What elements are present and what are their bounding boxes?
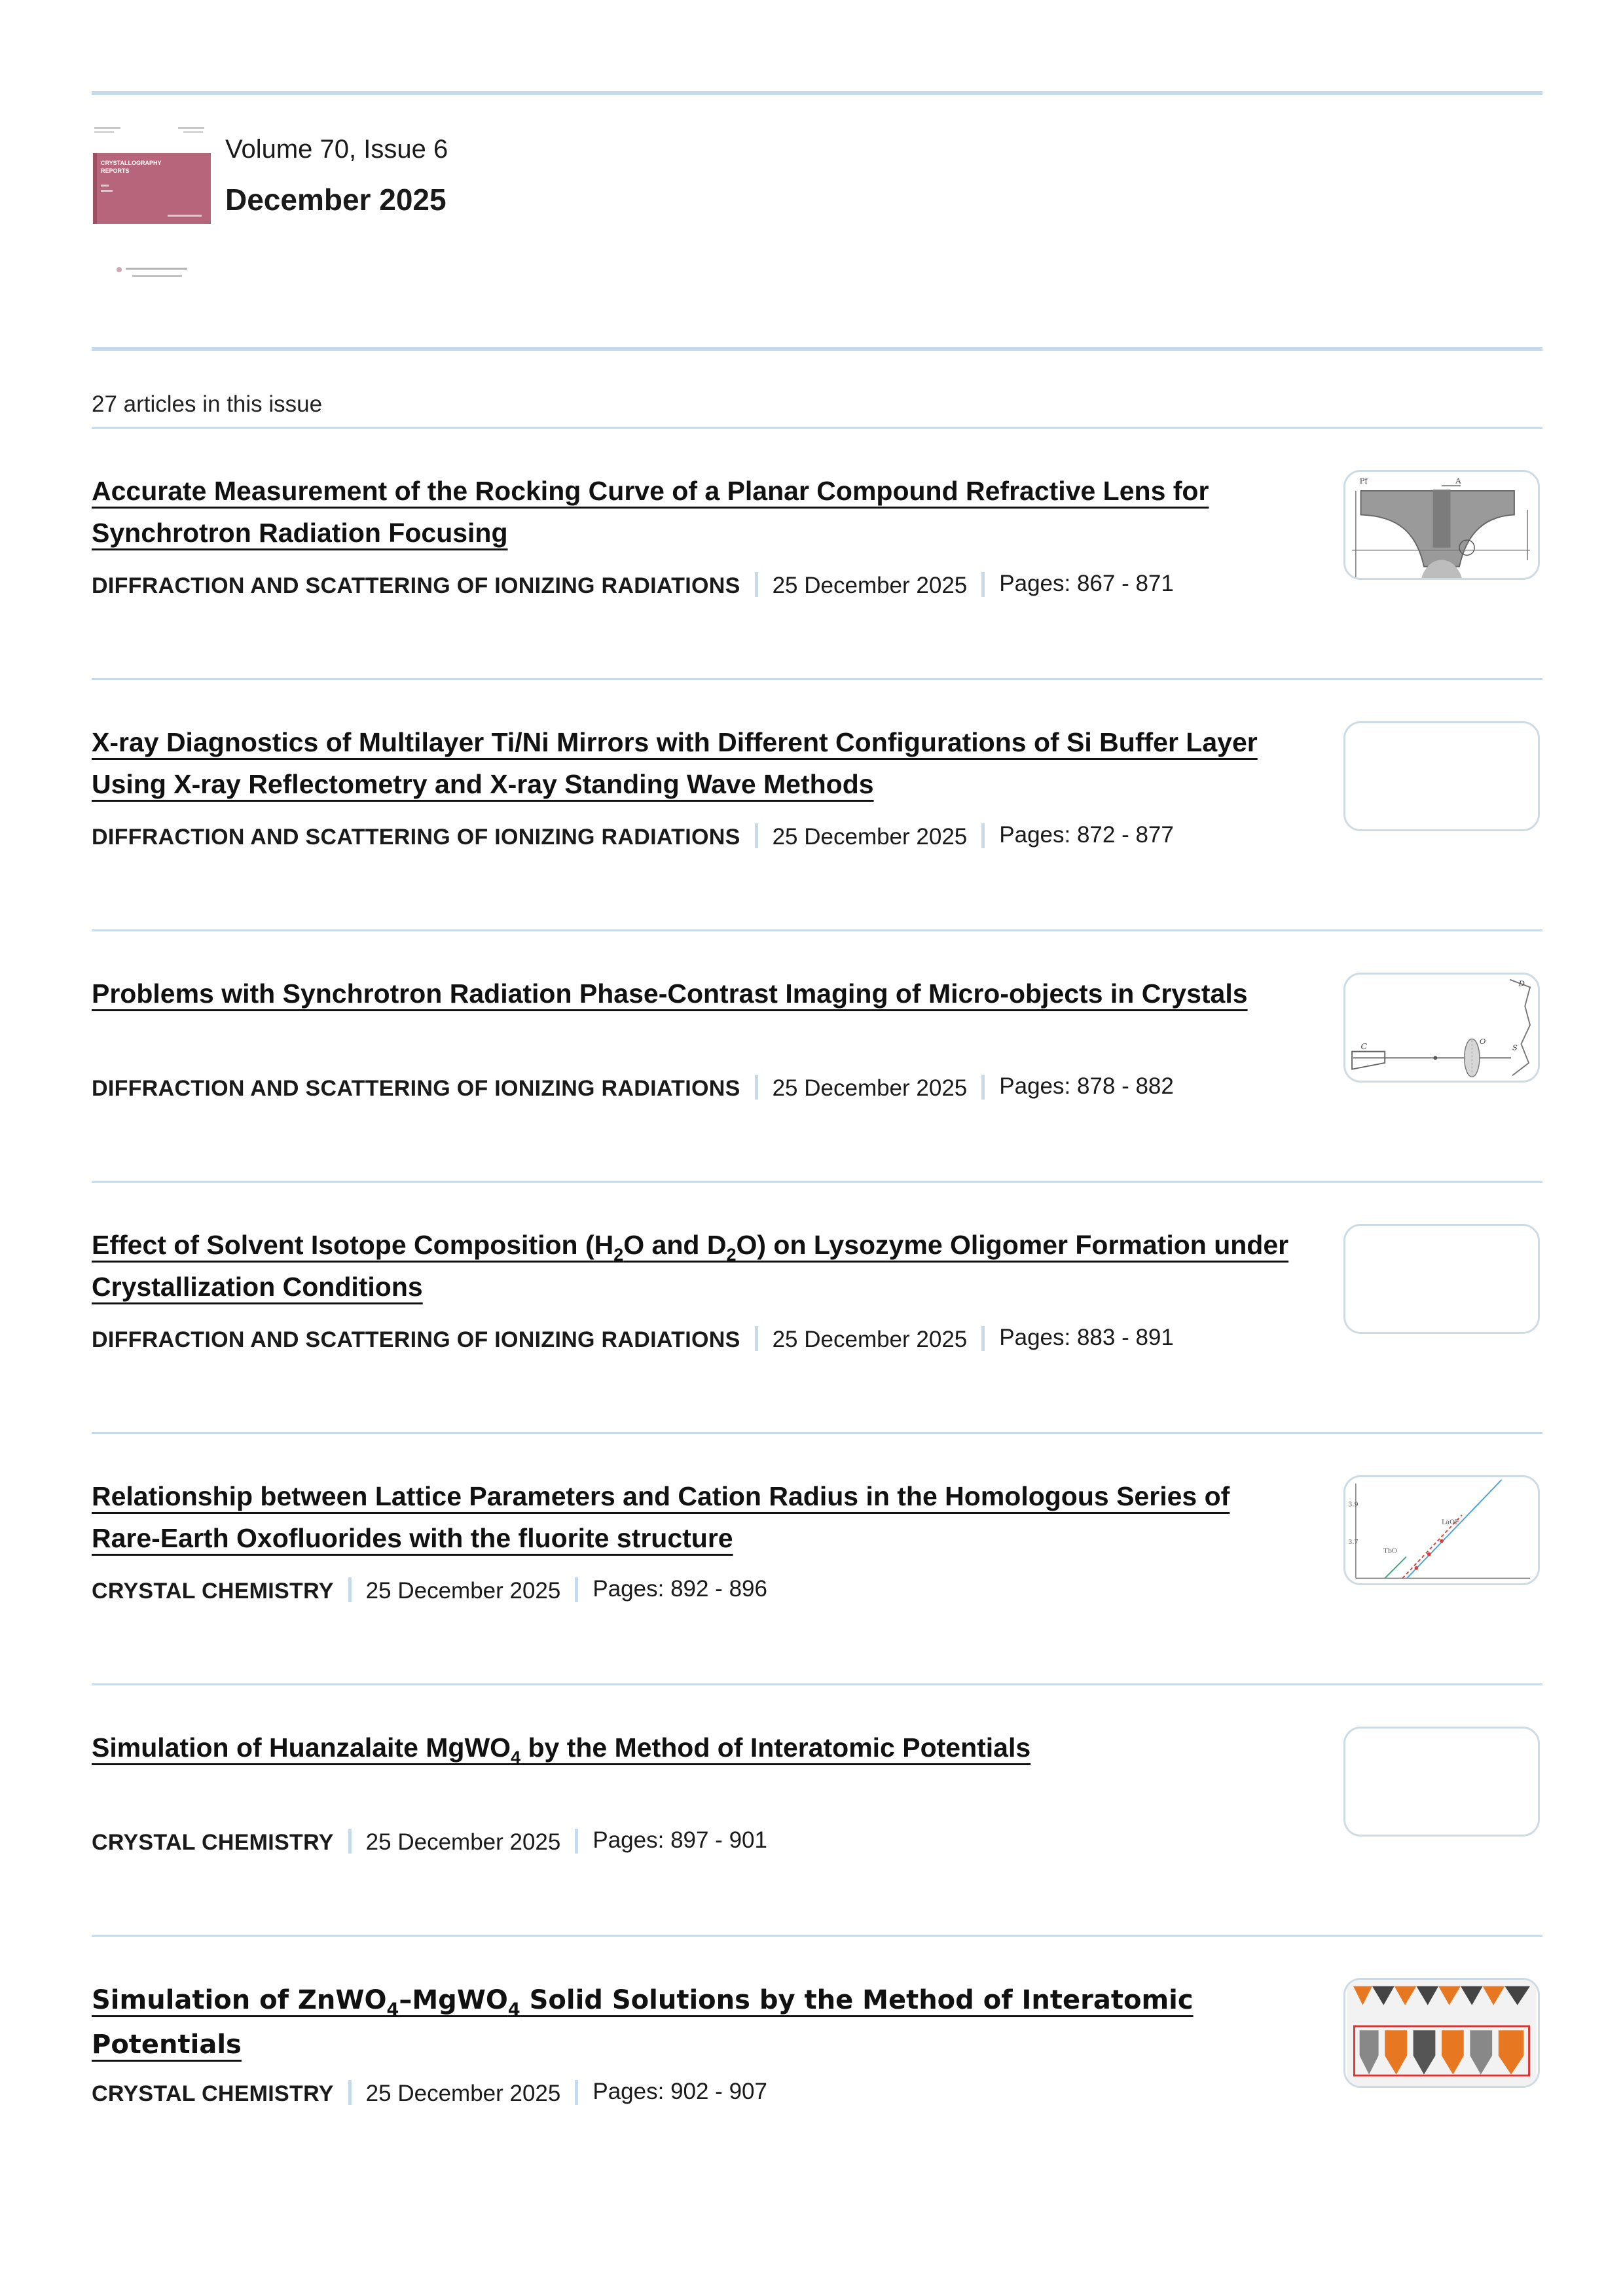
svg-text:TbO: TbO (1383, 1547, 1397, 1555)
meta-separator (348, 1829, 352, 1854)
header-divider (92, 347, 1542, 351)
cover-journal-line: CRYSTALLOGRAPHY (101, 160, 162, 166)
article-title[interactable]: Problems with Synchrotron Radiation Phase-Contrast Imaging of Micro-objects in Crystals (92, 978, 1248, 1009)
meta-separator (981, 1326, 985, 1351)
article-item (92, 429, 1542, 678)
article-date: 25 December 2025 (365, 2081, 561, 2106)
meta-separator (981, 572, 985, 597)
cover-journal-line: REPORTS (101, 168, 130, 174)
article-section[interactable]: DIFFRACTION AND SCATTERING OF IONIZING RADIATIONS (92, 573, 740, 598)
article-pages: Pages: 878 - 882 (999, 1073, 1174, 1099)
article-title[interactable]: Simulation of Huanzalaite MgWO$_4$ by the Method of Interatomic Potentials (92, 1732, 1031, 1767)
article-section[interactable]: DIFFRACTION AND SCATTERING OF IONIZING RADIATIONS (92, 825, 740, 850)
article-divider (92, 929, 1542, 931)
svg-text:3.7: 3.7 (1348, 1539, 1359, 1547)
article-section[interactable]: CRYSTAL CHEMISTRY (92, 1830, 334, 1855)
article-item (92, 1686, 1542, 1935)
svg-text:O: O (1479, 1037, 1486, 1047)
line-plot-icon[interactable] (1343, 1475, 1540, 1585)
svg-text:3.9: 3.9 (1348, 1501, 1359, 1509)
meta-separator (981, 1075, 985, 1100)
article-divider (92, 678, 1542, 680)
article-meta (92, 1829, 767, 1856)
article-meta (92, 572, 1174, 599)
article-divider (92, 1181, 1542, 1183)
svg-text:S: S (1512, 1043, 1518, 1052)
svg-text:LaOF: LaOF (1442, 1518, 1459, 1526)
article-title[interactable]: Simulation of ZnWO$_4$–MgWO$_4$ Solid Solutions by the Method of Interatomic Potentials (92, 1985, 1194, 2060)
article-item (92, 1937, 1542, 2186)
article-pages: Pages: 897 - 901 (593, 1827, 767, 1853)
article-item (92, 932, 1542, 1181)
article-pages: Pages: 892 - 896 (593, 1576, 767, 1602)
article-meta (92, 2080, 767, 2107)
issue-volume: Volume 70, Issue 6 (225, 135, 448, 164)
article-section[interactable]: DIFFRACTION AND SCATTERING OF IONIZING RADIATIONS (92, 1076, 740, 1101)
article-date: 25 December 2025 (772, 1327, 968, 1352)
article-section[interactable]: DIFFRACTION AND SCATTERING OF IONIZING RADIATIONS (92, 1327, 740, 1352)
article-divider (92, 1683, 1542, 1685)
article-date: 25 December 2025 (772, 573, 968, 598)
article-title[interactable]: Relationship between Lattice Parameters and Cation Radius in the Homologous Series of Rare-Earth Oxofluorides with the fluorite structure (92, 1481, 1230, 1553)
svg-text:D: D (1518, 978, 1525, 988)
meta-separator (755, 1326, 758, 1351)
article-date: 25 December 2025 (365, 1829, 561, 1855)
beamline-diagram-icon[interactable] (1343, 973, 1540, 1083)
article-count: 27 articles in this issue (92, 391, 323, 417)
issue-date: December 2025 (225, 183, 447, 217)
article-pages: Pages: 867 - 871 (999, 571, 1174, 596)
meta-separator (755, 572, 758, 597)
meta-separator (981, 823, 985, 848)
meta-separator (348, 1577, 352, 1602)
crystal-structure-icon[interactable] (1343, 1978, 1540, 2088)
article-thumbnail[interactable] (1343, 1727, 1540, 1837)
svg-text:Pf: Pf (1359, 476, 1368, 486)
article-item (92, 1435, 1542, 1683)
svg-text:A: A (1455, 476, 1461, 486)
article-item (92, 1183, 1542, 1432)
meta-separator (755, 1075, 758, 1100)
article-date: 25 December 2025 (772, 1075, 968, 1101)
article-pages: Pages: 902 - 907 (593, 2079, 767, 2104)
article-section[interactable]: CRYSTAL CHEMISTRY (92, 2081, 334, 2106)
article-title[interactable]: X-ray Diagnostics of Multilayer Ti/Ni Mirrors with Different Configurations of Si Buffer Layer Using X-ray Reflectometry and X-ray Standing Wave Methods (92, 727, 1258, 799)
article-meta (92, 1577, 767, 1604)
article-date: 25 December 2025 (772, 824, 968, 850)
article-divider (92, 1935, 1542, 1937)
lens-diagram-icon[interactable] (1343, 470, 1540, 580)
article-section[interactable]: CRYSTAL CHEMISTRY (92, 1579, 334, 1604)
article-pages: Pages: 872 - 877 (999, 822, 1174, 848)
article-meta (92, 1075, 1174, 1102)
article-title[interactable]: Accurate Measurement of the Rocking Curve of a Planar Compound Refractive Lens for Synchrotron Radiation Focusing (92, 476, 1209, 548)
meta-separator (348, 2080, 352, 2105)
meta-separator (575, 1577, 578, 1602)
meta-separator (575, 2080, 578, 2105)
svg-text:C: C (1360, 1041, 1368, 1051)
article-thumbnail[interactable] (1343, 1224, 1540, 1334)
meta-separator (575, 1829, 578, 1854)
article-thumbnail[interactable] (1343, 721, 1540, 831)
journal-cover[interactable] (92, 122, 212, 285)
article-meta (92, 823, 1174, 850)
article-meta (92, 1326, 1174, 1353)
article-item (92, 681, 1542, 929)
top-divider (92, 91, 1542, 95)
article-pages: Pages: 883 - 891 (999, 1325, 1174, 1350)
list-divider (92, 427, 1542, 429)
article-divider (92, 1432, 1542, 1434)
article-title[interactable]: Effect of Solvent Isotope Composition ($H_2O$ and $D_2O$) on Lysozyme Oligomer Formation under Crystallization Conditions (92, 1230, 1289, 1302)
meta-separator (755, 823, 758, 848)
article-date: 25 December 2025 (365, 1578, 561, 1604)
